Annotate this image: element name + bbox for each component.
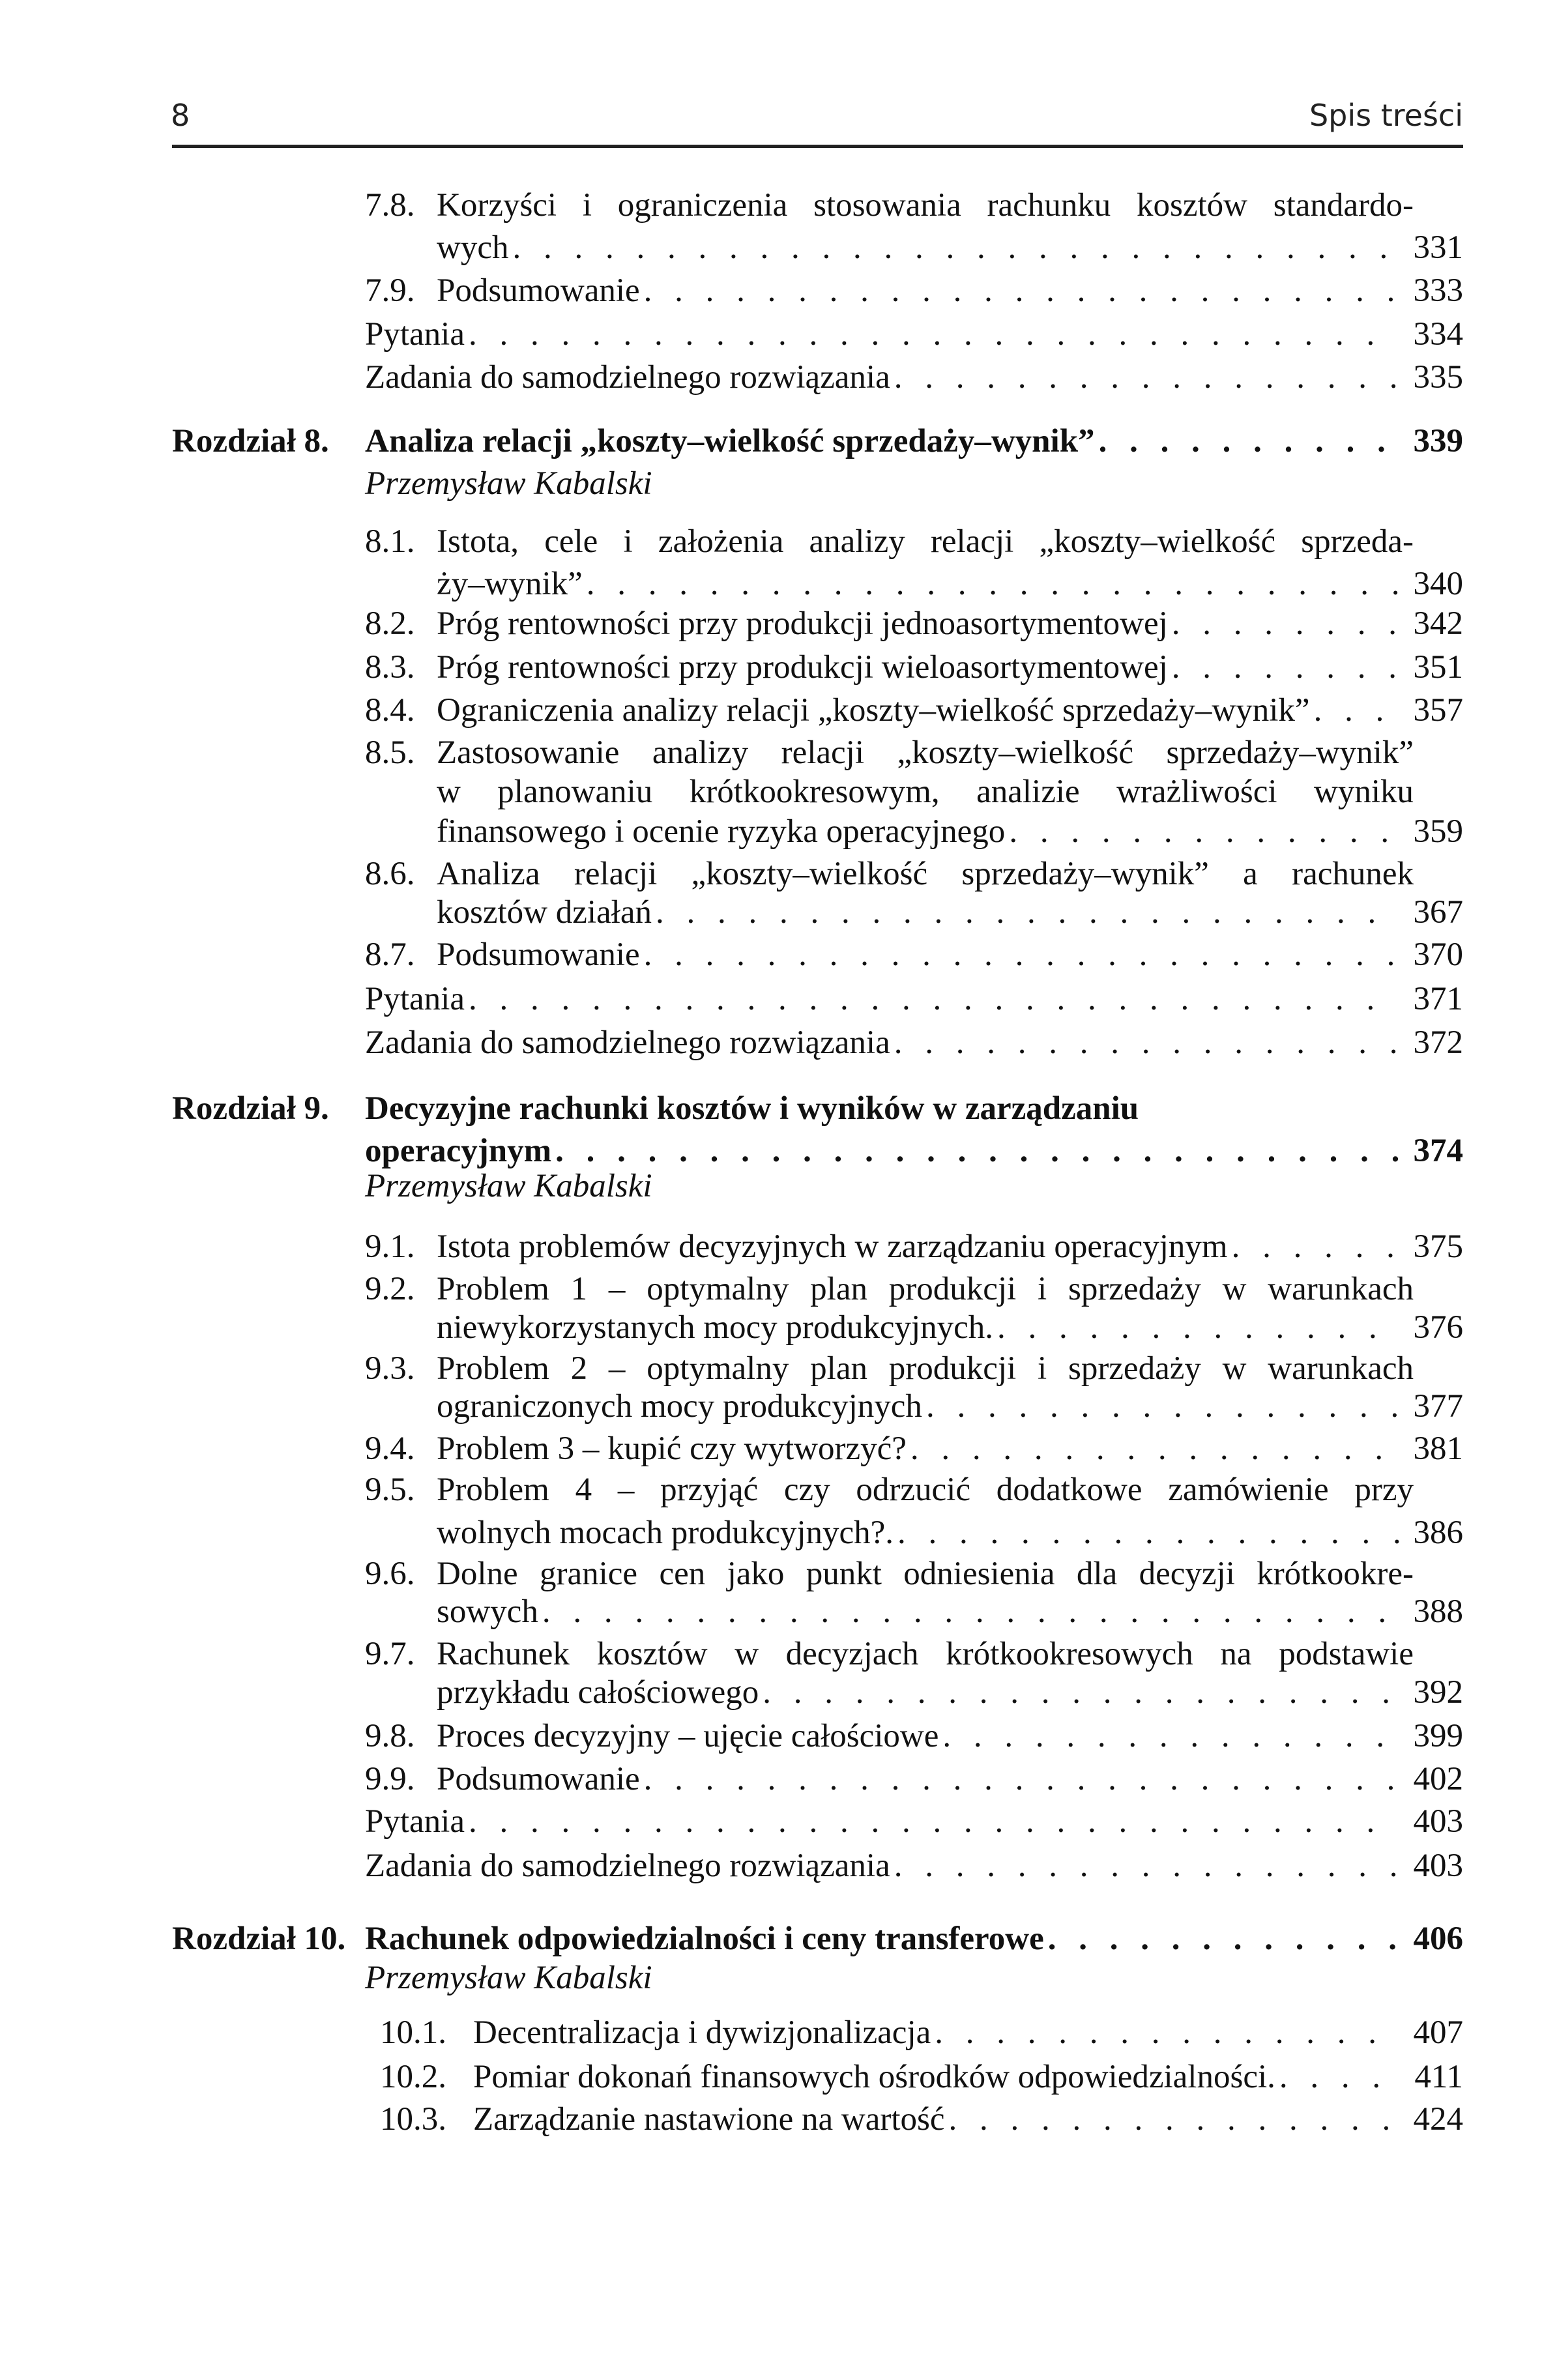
toc-line xyxy=(0,1348,1557,1389)
entry-title: Analiza relacji „koszty–wielkość sprzedaży–wynik” a rachunek xyxy=(437,856,1414,893)
entry-text xyxy=(365,1846,1463,1886)
entry-text xyxy=(437,270,1463,311)
entry-title: Decyzyjne rachunki kosztów i wyników w zarządzaniu xyxy=(365,1090,1139,1127)
entry-text xyxy=(437,1591,1463,1632)
toc-line xyxy=(0,1716,1557,1756)
section-number: 9.5. xyxy=(365,1472,415,1509)
dot-leader xyxy=(656,892,1399,933)
section-number: 10.1. xyxy=(380,2014,446,2052)
entry-text xyxy=(365,357,1463,398)
entry-text xyxy=(473,2099,1463,2140)
entry-text xyxy=(437,1759,1463,1799)
dot-leader xyxy=(644,935,1399,975)
toc-line xyxy=(0,1554,1557,1594)
section-number: 9.7. xyxy=(365,1636,415,1673)
entry-title: Istota, cele i założenia analizy relacji „koszty–wielkość sprzeda- xyxy=(437,523,1414,560)
entry-text xyxy=(365,1023,1463,1063)
entry-text xyxy=(437,1348,1414,1389)
page-ref: 381 xyxy=(1413,1430,1463,1468)
chapter-author: Przemysław Kabalski xyxy=(365,465,652,502)
entry-title: Problem 1 – optymalny plan produkcji i sprzedaży w warunkach xyxy=(437,1271,1414,1308)
entry-title: Problem 2 – optymalny plan produkcji i sprzedaży w warunkach xyxy=(437,1350,1414,1387)
dot-leader xyxy=(910,1429,1399,1469)
toc-line xyxy=(0,1470,1557,1510)
entry-text xyxy=(365,1801,1463,1842)
toc-line xyxy=(0,690,1557,731)
dot-leader xyxy=(949,2099,1399,2140)
entry-text xyxy=(437,603,1463,644)
entry-text xyxy=(437,1554,1414,1594)
chapter-label: Rozdział 8. xyxy=(172,422,329,459)
section-number: 9.1. xyxy=(365,1228,415,1266)
dot-leader xyxy=(1232,1226,1399,1267)
toc-line xyxy=(0,564,1557,604)
page-number: 8 xyxy=(171,98,190,133)
dot-leader xyxy=(555,1131,1399,1171)
page-ref: 335 xyxy=(1413,358,1463,396)
section-number: 8.4. xyxy=(365,691,415,729)
page-ref: 407 xyxy=(1413,2014,1463,2052)
page-ref: 367 xyxy=(1413,893,1463,931)
section-number: 10.3. xyxy=(380,2101,446,2138)
page-ref: 370 xyxy=(1413,936,1463,974)
dot-leader xyxy=(644,270,1399,311)
dot-leader xyxy=(897,1513,1399,1553)
entry-text xyxy=(437,1716,1463,1756)
entry-title: Zadania do samodzielnego rozwiązania xyxy=(365,1024,890,1062)
toc-line xyxy=(0,1672,1557,1713)
toc-line xyxy=(0,1269,1557,1309)
entry-title: Rachunek odpowiedzialności i ceny transferowe xyxy=(365,1920,1044,1957)
page-ref: 392 xyxy=(1413,1674,1463,1711)
entry-title: sowych xyxy=(437,1593,538,1630)
section-number: 8.6. xyxy=(365,856,415,893)
page-ref: 399 xyxy=(1413,1718,1463,1755)
entry-title: Korzyści i ograniczenia stosowania rachunku kosztów standardo- xyxy=(437,186,1414,224)
page-ref: 375 xyxy=(1413,1228,1463,1266)
dot-leader xyxy=(763,1672,1399,1713)
page-ref: 357 xyxy=(1413,691,1463,729)
dot-leader xyxy=(469,1801,1399,1842)
toc-line xyxy=(0,1759,1557,1799)
toc-line xyxy=(0,1307,1557,1348)
page-ref: 402 xyxy=(1413,1760,1463,1797)
dot-leader xyxy=(644,1759,1399,1799)
toc-line xyxy=(0,1513,1557,1553)
entry-title: finansowego i ocenie ryzyka operacyjnego xyxy=(437,813,1006,850)
entry-title: Decentralizacja i dywizjonalizacja xyxy=(473,2014,931,2052)
entry-title: operacyjnym xyxy=(365,1133,552,1170)
chapter-label: Rozdział 9. xyxy=(172,1090,329,1127)
dot-leader xyxy=(1279,2057,1401,2097)
dot-leader xyxy=(894,357,1399,398)
page-ref: 411 xyxy=(1414,2058,1463,2095)
toc-line xyxy=(0,1846,1557,1886)
entry-title: niewykorzystanych mocy produkcyjnych. xyxy=(437,1309,994,1346)
entry-text xyxy=(437,854,1414,894)
entry-text xyxy=(437,772,1414,812)
toc-line xyxy=(0,1591,1557,1632)
entry-text xyxy=(365,421,1463,461)
entry-text xyxy=(365,1088,1463,1129)
toc-line xyxy=(0,2012,1557,2053)
section-number: 8.5. xyxy=(365,734,415,771)
toc-line xyxy=(0,2057,1557,2097)
entry-title: Pytania xyxy=(365,980,465,1017)
entry-text xyxy=(437,1386,1463,1427)
entry-title: Ograniczenia analizy relacji „koszty–wielkość sprzedaży–wynik” xyxy=(437,691,1310,729)
dot-leader xyxy=(1048,1919,1399,1959)
toc-line xyxy=(0,357,1557,398)
entry-text xyxy=(437,564,1463,604)
chapter-author: Przemysław Kabalski xyxy=(365,1960,652,1997)
section-number: 8.1. xyxy=(365,523,415,560)
dot-leader xyxy=(469,979,1399,1019)
toc-line xyxy=(0,314,1557,355)
page-ref: 359 xyxy=(1413,813,1463,850)
entry-text xyxy=(437,733,1414,773)
entry-title: wolnych mocach produkcyjnych?. xyxy=(437,1514,894,1551)
section-number: 8.2. xyxy=(365,605,415,642)
dot-leader xyxy=(894,1846,1399,1886)
toc-line xyxy=(0,603,1557,644)
page-ref: 351 xyxy=(1413,649,1463,686)
dot-leader xyxy=(894,1023,1399,1063)
entry-text xyxy=(437,647,1463,688)
section-number: 9.3. xyxy=(365,1350,415,1387)
section-number: 7.8. xyxy=(365,186,415,224)
entry-title: Zadania do samodzielnego rozwiązania xyxy=(365,358,890,396)
entry-text xyxy=(437,1226,1463,1267)
entry-text xyxy=(437,185,1414,225)
entry-title: Zarządzanie nastawione na wartość xyxy=(473,2101,945,2138)
entry-title: wych xyxy=(437,229,509,267)
toc-line xyxy=(0,1088,1557,1129)
entry-title: Dolne granice cen jako punkt odniesienia dla decyzji krótkookre- xyxy=(437,1555,1414,1592)
chapter-author: Przemysław Kabalski xyxy=(365,1167,652,1204)
dot-leader xyxy=(1314,690,1399,731)
toc-line xyxy=(0,979,1557,1019)
entry-title: Zastosowanie analizy relacji „koszty–wielkość sprzedaży–wynik” xyxy=(437,734,1414,771)
section-number: 8.3. xyxy=(365,649,415,686)
dot-leader xyxy=(469,314,1399,355)
entry-text xyxy=(437,1429,1463,1469)
toc-line xyxy=(0,1919,1557,1959)
entry-text xyxy=(437,1513,1463,1553)
entry-text xyxy=(437,935,1463,975)
toc-line xyxy=(0,1023,1557,1063)
dot-leader xyxy=(587,564,1399,604)
entry-text xyxy=(437,892,1463,933)
entry-text xyxy=(437,1307,1463,1348)
dot-leader xyxy=(935,2012,1399,2053)
section-number: 10.2. xyxy=(380,2058,446,2095)
entry-title: kosztów działań xyxy=(437,893,652,931)
toc-line xyxy=(0,521,1557,562)
page-ref: 371 xyxy=(1413,980,1463,1017)
entry-text xyxy=(437,227,1463,268)
entry-title: Podsumowanie xyxy=(437,1760,640,1797)
entry-title: Podsumowanie xyxy=(437,936,640,974)
entry-title: Podsumowanie xyxy=(437,272,640,309)
entry-title: Problem 4 – przyjąć czy odrzucić dodatkowe zamówienie przy xyxy=(437,1472,1414,1509)
section-number: 9.4. xyxy=(365,1430,415,1468)
page-ref: 374 xyxy=(1413,1133,1463,1170)
toc-line xyxy=(0,811,1557,852)
entry-title: Analiza relacji „koszty–wielkość sprzedaży–wynik” xyxy=(365,422,1095,459)
toc-line xyxy=(0,1634,1557,1674)
entry-text xyxy=(437,1470,1414,1510)
toc-line xyxy=(0,185,1557,225)
section-number: 9.6. xyxy=(365,1555,415,1592)
dot-leader xyxy=(512,227,1399,268)
page-ref: 406 xyxy=(1413,1920,1463,1957)
entry-title: ży–wynik” xyxy=(437,565,583,602)
entry-title: Pytania xyxy=(365,1803,465,1840)
entry-title: Istota problemów decyzyjnych w zarządzaniu operacyjnym xyxy=(437,1228,1228,1266)
header-rule xyxy=(172,145,1463,148)
entry-title: Próg rentowności przy produkcji wieloasortymentowej xyxy=(437,649,1168,686)
toc-line xyxy=(0,647,1557,688)
entry-text xyxy=(437,521,1414,562)
entry-title: Proces decyzyjny – ujęcie całościowe xyxy=(437,1718,939,1755)
page-ref: 403 xyxy=(1413,1803,1463,1840)
dot-leader xyxy=(1172,647,1399,688)
entry-text xyxy=(437,690,1463,731)
toc-line xyxy=(0,892,1557,933)
entry-title: Problem 3 – kupić czy wytworzyć? xyxy=(437,1430,907,1468)
dot-leader xyxy=(1099,421,1399,461)
entry-text xyxy=(365,1919,1463,1959)
entry-text xyxy=(437,811,1463,852)
entry-title: przykładu całościowego xyxy=(437,1674,759,1711)
dot-leader xyxy=(1009,811,1399,852)
page-ref: 424 xyxy=(1413,2101,1463,2138)
toc-line xyxy=(0,854,1557,894)
entry-text xyxy=(473,2057,1463,2097)
page-ref: 333 xyxy=(1413,272,1463,309)
entry-title: Pytania xyxy=(365,316,465,353)
toc-line xyxy=(0,1801,1557,1842)
toc-line xyxy=(0,421,1557,461)
section-number: 9.8. xyxy=(365,1718,415,1755)
page-ref: 372 xyxy=(1413,1024,1463,1062)
dot-leader xyxy=(1172,603,1399,644)
page-ref: 340 xyxy=(1413,565,1463,602)
entry-title: ograniczonych mocy produkcyjnych xyxy=(437,1388,922,1425)
running-title: Spis treści xyxy=(1309,98,1463,133)
toc-line xyxy=(0,1429,1557,1469)
section-number: 8.7. xyxy=(365,936,415,974)
entry-text xyxy=(437,1634,1414,1674)
entry-text xyxy=(365,314,1463,355)
toc-line xyxy=(0,935,1557,975)
section-number: 9.9. xyxy=(365,1760,415,1797)
entry-text xyxy=(473,2012,1463,2053)
entry-title: Pomiar dokonań finansowych ośrodków odpowiedzialności. xyxy=(473,2058,1275,2095)
toc-line xyxy=(0,1386,1557,1427)
page-ref: 342 xyxy=(1413,605,1463,642)
chapter-label: Rozdział 10. xyxy=(172,1920,346,1957)
toc-line xyxy=(0,270,1557,311)
dot-leader xyxy=(926,1386,1399,1427)
page-ref: 334 xyxy=(1413,316,1463,353)
page-ref: 377 xyxy=(1413,1388,1463,1425)
entry-title: w planowaniu krótkookresowym, analizie wrażliwości wyniku xyxy=(437,774,1414,811)
toc-line xyxy=(0,227,1557,268)
toc-line xyxy=(0,1226,1557,1267)
toc-line xyxy=(0,1131,1557,1171)
entry-title: Próg rentowności przy produkcji jednoasortymentowej xyxy=(437,605,1168,642)
dot-leader xyxy=(942,1716,1399,1756)
entry-title: Rachunek kosztów w decyzjach krótkookresowych na podstawie xyxy=(437,1636,1414,1673)
entry-title: Zadania do samodzielnego rozwiązania xyxy=(365,1847,890,1884)
entry-text xyxy=(437,1672,1463,1713)
entry-text xyxy=(437,1269,1414,1309)
page-ref: 386 xyxy=(1413,1514,1463,1551)
dot-leader xyxy=(997,1307,1399,1348)
toc-line xyxy=(0,772,1557,812)
page-ref: 403 xyxy=(1413,1847,1463,1884)
dot-leader xyxy=(542,1591,1399,1632)
section-number: 7.9. xyxy=(365,272,415,309)
page-ref: 388 xyxy=(1413,1593,1463,1630)
page-ref: 339 xyxy=(1413,422,1463,459)
page-ref: 376 xyxy=(1413,1309,1463,1346)
page-ref: 331 xyxy=(1413,229,1463,267)
entry-text xyxy=(365,979,1463,1019)
toc-line xyxy=(0,2099,1557,2140)
section-number: 9.2. xyxy=(365,1271,415,1308)
toc-line xyxy=(0,733,1557,773)
